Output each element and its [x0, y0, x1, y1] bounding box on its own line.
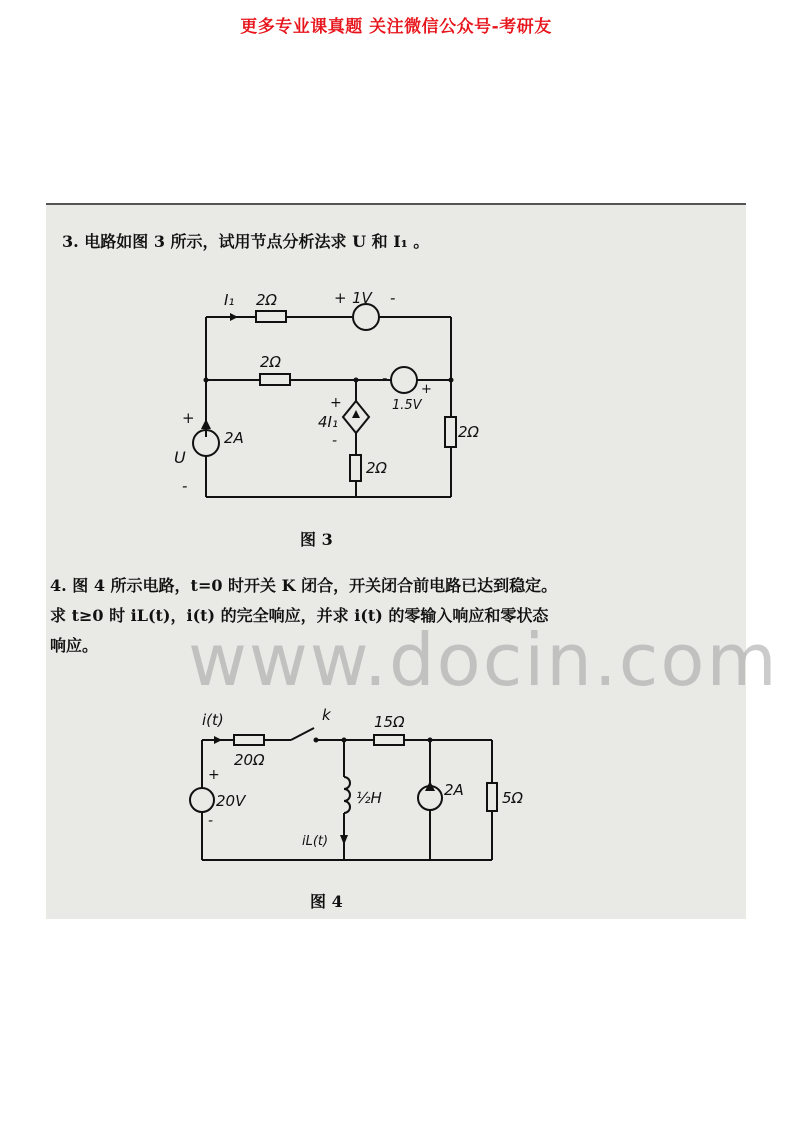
label-ilt: iL(t)	[302, 834, 329, 849]
label-k: k	[322, 706, 331, 724]
watermark-text: www.docin.com	[188, 618, 779, 702]
label-r5: 5Ω	[502, 789, 524, 807]
label-inductor: ½H	[356, 789, 382, 807]
label-r-top: 2Ω	[256, 291, 278, 309]
label-1v-plus: +	[334, 289, 347, 307]
label-20v-plus: +	[208, 767, 220, 783]
label-r20: 20Ω	[234, 751, 265, 769]
label-20v: 20V	[216, 792, 246, 810]
label-dep-minus: -	[332, 433, 338, 449]
label-20v-minus: -	[208, 813, 214, 829]
label-u: U	[174, 448, 186, 467]
label-r15: 15Ω	[374, 713, 405, 731]
label-u-minus: -	[182, 477, 188, 495]
label-1v: 1V	[352, 289, 372, 307]
label-15v-minus: -	[382, 369, 388, 387]
figure-4-caption: 图 4	[310, 892, 343, 911]
label-r-bottom: 2Ω	[366, 459, 388, 477]
question-3-text: 3. 电路如图 3 所示，试用节点分析法求 U 和 I₁ 。	[62, 232, 430, 251]
question-4-line-1: 4. 图 4 所示电路，t=0 时开关 K 闭合，开关闭合前电路已达到稳定。	[50, 576, 558, 595]
label-15v-plus: +	[421, 382, 432, 397]
label-it: i(t)	[202, 711, 224, 729]
figure-3-caption: 图 3	[300, 530, 333, 549]
banner-text: 更多专业课真题 关注微信公众号-考研友	[240, 17, 552, 37]
label-r-mid: 2Ω	[260, 353, 282, 371]
question-4-line-2: 求 t≥0 时 iL(t)，i(t) 的完全响应，并求 i(t) 的零输入响应和零状态	[50, 606, 549, 625]
label-2a-fig4: 2A	[444, 781, 464, 799]
label-2a: 2A	[224, 429, 244, 447]
scanned-page	[46, 203, 746, 919]
label-1v-minus: -	[390, 289, 396, 307]
label-15v: 1.5V	[392, 398, 422, 413]
question-4-line-3: 响应。	[50, 636, 99, 655]
label-i1: I₁	[224, 291, 235, 309]
label-u-plus: +	[182, 409, 195, 427]
label-r-right: 2Ω	[458, 423, 480, 441]
label-dep: 4I₁	[318, 413, 338, 431]
circuit-figure-4	[46, 205, 746, 905]
label-dep-plus: +	[330, 395, 342, 411]
